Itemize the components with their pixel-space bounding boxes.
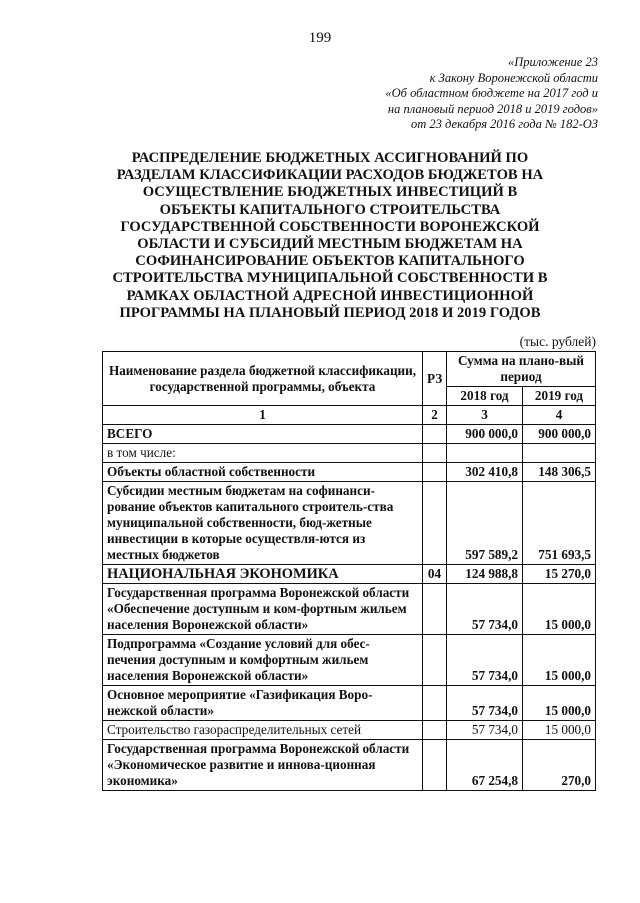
row-2019: 751 693,5 (523, 482, 596, 565)
row-rz (423, 721, 447, 740)
table-row (103, 584, 596, 635)
title-line: ОСУЩЕСТВЛЕНИЕ БЮДЖЕТНЫХ ИНВЕСТИЦИЙ В (142, 184, 518, 201)
row-name: Основное мероприятие «Газификация Воро-нежской области» (103, 686, 423, 721)
title-line: СТРОИТЕЛЬСТВА МУНИЦИПАЛЬНОЙ СОБСТВЕННОСТИ В (112, 270, 548, 287)
row-2019: 15 000,0 (523, 686, 596, 721)
page-number: 199 (308, 30, 332, 46)
row-2018: 124 988,8 (447, 565, 523, 584)
row-2018: 57 734,0 (447, 721, 523, 740)
row-2018: 57 734,0 (447, 686, 523, 721)
title-line: СОФИНАНСИРОВАНИЕ ОБЪЕКТОВ КАПИТАЛЬНОГО (135, 253, 525, 270)
header-rz: РЗ (423, 352, 447, 406)
table-row (103, 463, 596, 482)
header-row (103, 352, 596, 387)
column-index: 2 (423, 406, 447, 425)
row-name: Государственная программа Воронежской области «Экономическое развитие и иннова-ционная экономика» (103, 740, 423, 791)
title-line: ОБЪЕКТЫ КАПИТАЛЬНОГО СТРОИТЕЛЬСТВА (159, 201, 501, 218)
column-index: 3 (447, 406, 523, 425)
row-name: Строительство газораспределительных сетей (103, 721, 423, 740)
row-rz: 04 (423, 565, 447, 584)
table-row (103, 686, 596, 721)
row-rz (423, 740, 447, 791)
row-rz (423, 635, 447, 686)
title-line: ПРОГРАММЫ НА ПЛАНОВЫЙ ПЕРИОД 2018 И 2019 ГОДОВ (119, 304, 541, 321)
row-rz (423, 686, 447, 721)
header-year-2019: 2019 год (523, 387, 596, 406)
appendix-line: от 23 декабря 2016 года № 182-ОЗ (411, 117, 598, 131)
document-title (95, 150, 565, 322)
row-2019: 15 000,0 (523, 584, 596, 635)
title-line: ОБЛАСТИ И СУБСИДИЙ МЕСТНЫМ БЮДЖЕТАМ НА (137, 236, 523, 253)
table-row (103, 635, 596, 686)
row-2019: 15 270,0 (523, 565, 596, 584)
row-rz (423, 463, 447, 482)
row-2019: 148 306,5 (523, 463, 596, 482)
title-line: РАСПРЕДЕЛЕНИЕ БЮДЖЕТНЫХ АССИГНОВАНИЙ ПО (131, 150, 529, 166)
table-row (103, 565, 596, 584)
row-2018: 302 410,8 (447, 463, 523, 482)
appendix-line: к Закону Воронежской области (429, 70, 598, 85)
row-name: Субсидии местным бюджетам на софинанси-рование объектов капитального строитель-ства муниципальной собственности, бюд-жетные инвестиции в которые осуществля-ются из местных бюджетов (103, 482, 423, 565)
row-name: в том числе: (103, 444, 423, 463)
row-2019 (523, 444, 596, 463)
row-2019: 15 000,0 (523, 721, 596, 740)
header-sum: Сумма на плано-вый период (447, 352, 596, 387)
row-name: НАЦИОНАЛЬНАЯ ЭКОНОМИКА (103, 565, 423, 584)
row-name: Объекты областной собственности (103, 463, 423, 482)
table-row (103, 425, 596, 444)
column-index-row (103, 406, 596, 425)
row-rz (423, 584, 447, 635)
header-name: Наименование раздела бюджетной классификации, государственной программы, объекта (103, 352, 423, 406)
title-line: РАЗДЕЛАМ КЛАССИФИКАЦИИ РАСХОДОВ БЮДЖЕТОВ НА (116, 167, 544, 184)
appendix-reference (278, 55, 598, 133)
row-rz (423, 425, 447, 444)
row-2018: 57 734,0 (447, 584, 523, 635)
column-index: 1 (103, 406, 423, 425)
header-year-2018: 2018 год (447, 387, 523, 406)
row-2019: 15 000,0 (523, 635, 596, 686)
row-2018: 57 734,0 (447, 635, 523, 686)
row-2019: 270,0 (523, 740, 596, 791)
allocation-table (102, 351, 596, 791)
row-name: ВСЕГО (103, 425, 423, 444)
row-2018: 900 000,0 (447, 425, 523, 444)
table-row (103, 721, 596, 740)
appendix-line: на плановый период 2018 и 2019 годов» (387, 101, 598, 116)
row-2018: 597 589,2 (447, 482, 523, 565)
title-line: ГОСУДАРСТВЕННОЙ СОБСТВЕННОСТИ ВОРОНЕЖСКОЙ (120, 218, 540, 235)
column-index: 4 (523, 406, 596, 425)
row-2018: 67 254,8 (447, 740, 523, 791)
appendix-line: «Приложение 23 (508, 55, 598, 69)
title-line: РАМКАХ ОБЛАСТНОЙ АДРЕСНОЙ ИНВЕСТИЦИОННОЙ (126, 287, 534, 304)
row-name: Государственная программа Воронежской области «Обеспечение доступным и ком-фортным жильем населения Воронежской области» (103, 584, 423, 635)
row-rz (423, 444, 447, 463)
row-2018 (447, 444, 523, 463)
table-row (103, 740, 596, 791)
row-name: Подпрограмма «Создание условий для обес-печения доступным и комфортным жильем населения Воронежской области» (103, 635, 423, 686)
units-label: (тыс. рублей) (519, 334, 596, 349)
table-row (103, 444, 596, 463)
row-2019: 900 000,0 (523, 425, 596, 444)
appendix-line: «Об областном бюджете на 2017 год и (385, 86, 598, 100)
table-row (103, 482, 596, 565)
row-rz (423, 482, 447, 565)
